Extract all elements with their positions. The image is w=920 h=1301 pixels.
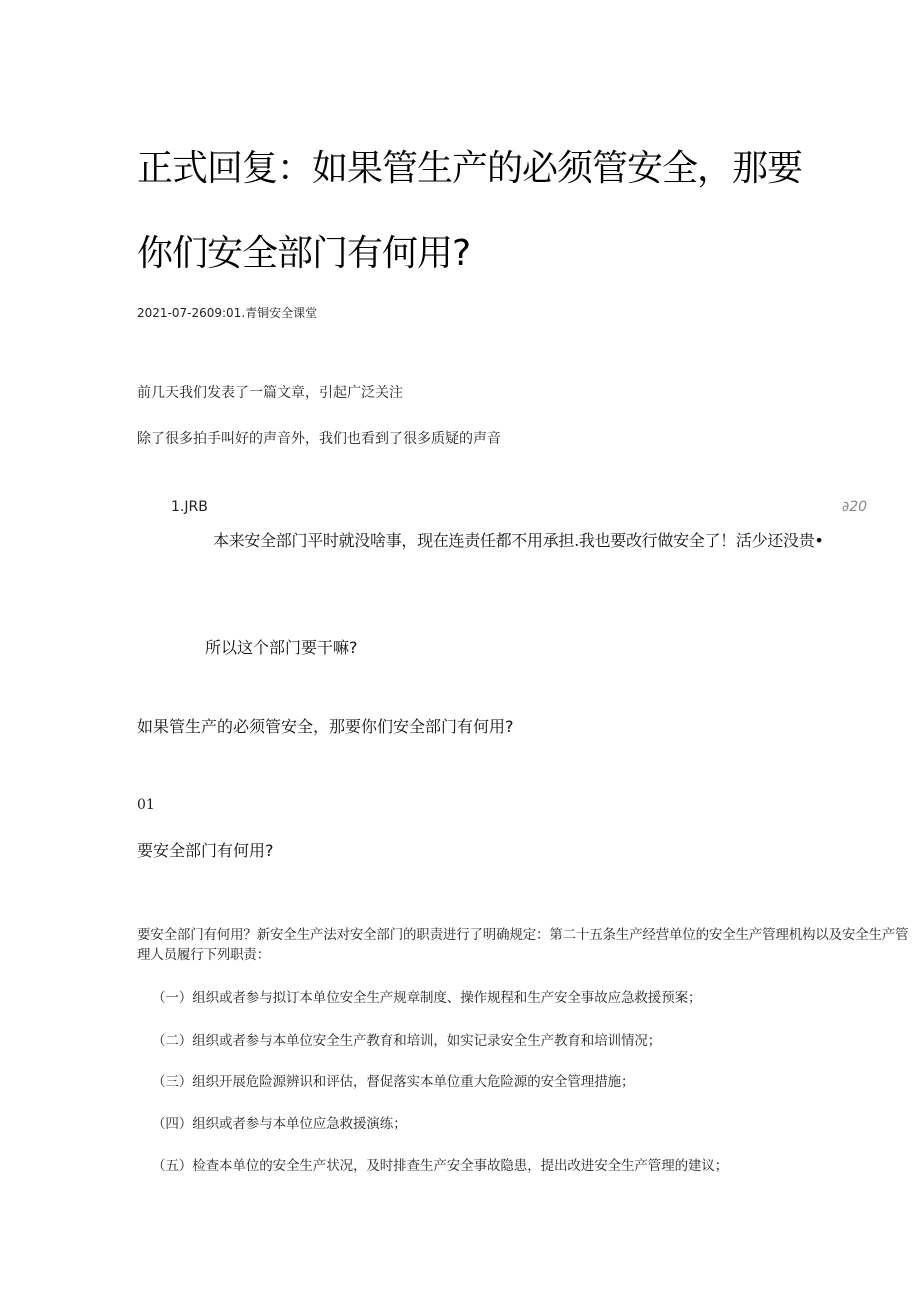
quote-text: 本来安全部门平时就没啥事，现在连责任都不用承担.我也要改行做安全了！活少还没贵• (213, 531, 824, 550)
duty-item-2: （二）组织或者参与本单位安全生产教育和培训，如实记录安全生产教育和培训情况； (152, 1033, 662, 1049)
intro-line-1: 前几天我们发表了一篇文章，引起广泛关注 (137, 385, 403, 401)
article-meta: 2021-07-2609:01.青铜安全课堂 (137, 306, 318, 320)
section-paragraph: 要安全部门有何用？新安全生产法对安全部门的职责进行了明确规定：第二十五条生产经营单位的安全生产管理机构以及安全生产管理人员履行下列职责： (137, 927, 909, 963)
question-heading: 如果管生产的必须管安全，那要你们安全部门有何用? (137, 717, 514, 736)
quote-corner-mark: ∂20 (842, 499, 868, 515)
section-title: 要安全部门有何用? (137, 841, 274, 860)
duty-item-3: （三）组织开展危险源辨识和评估，督促落实本单位重大危险源的安全管理措施； (152, 1074, 635, 1090)
section-number: 01 (137, 797, 155, 813)
duty-item-1: （一）组织或者参与拟订本单位安全生产规章制度、操作规程和生产安全事故应急救援预案； (152, 990, 702, 1006)
duty-item-4: （四）组织或者参与本单位应急救援演练； (152, 1116, 407, 1132)
intro-line-2: 除了很多拍手叫好的声音外，我们也看到了很多质疑的声音 (137, 431, 501, 447)
quote-tail: 所以这个部门要干嘛? (205, 638, 358, 657)
article-title-line-2: 你们安全部门有何用? (137, 233, 471, 274)
quote-label: 1.JRB (171, 499, 208, 515)
article-title-line-1: 正式回复：如果管生产的必须管安全，那要 (137, 148, 803, 189)
duty-item-5: （五）检查本单位的安全生产状况，及时排查生产安全事故隐患，提出改进安全生产管理的建议； (152, 1158, 729, 1174)
